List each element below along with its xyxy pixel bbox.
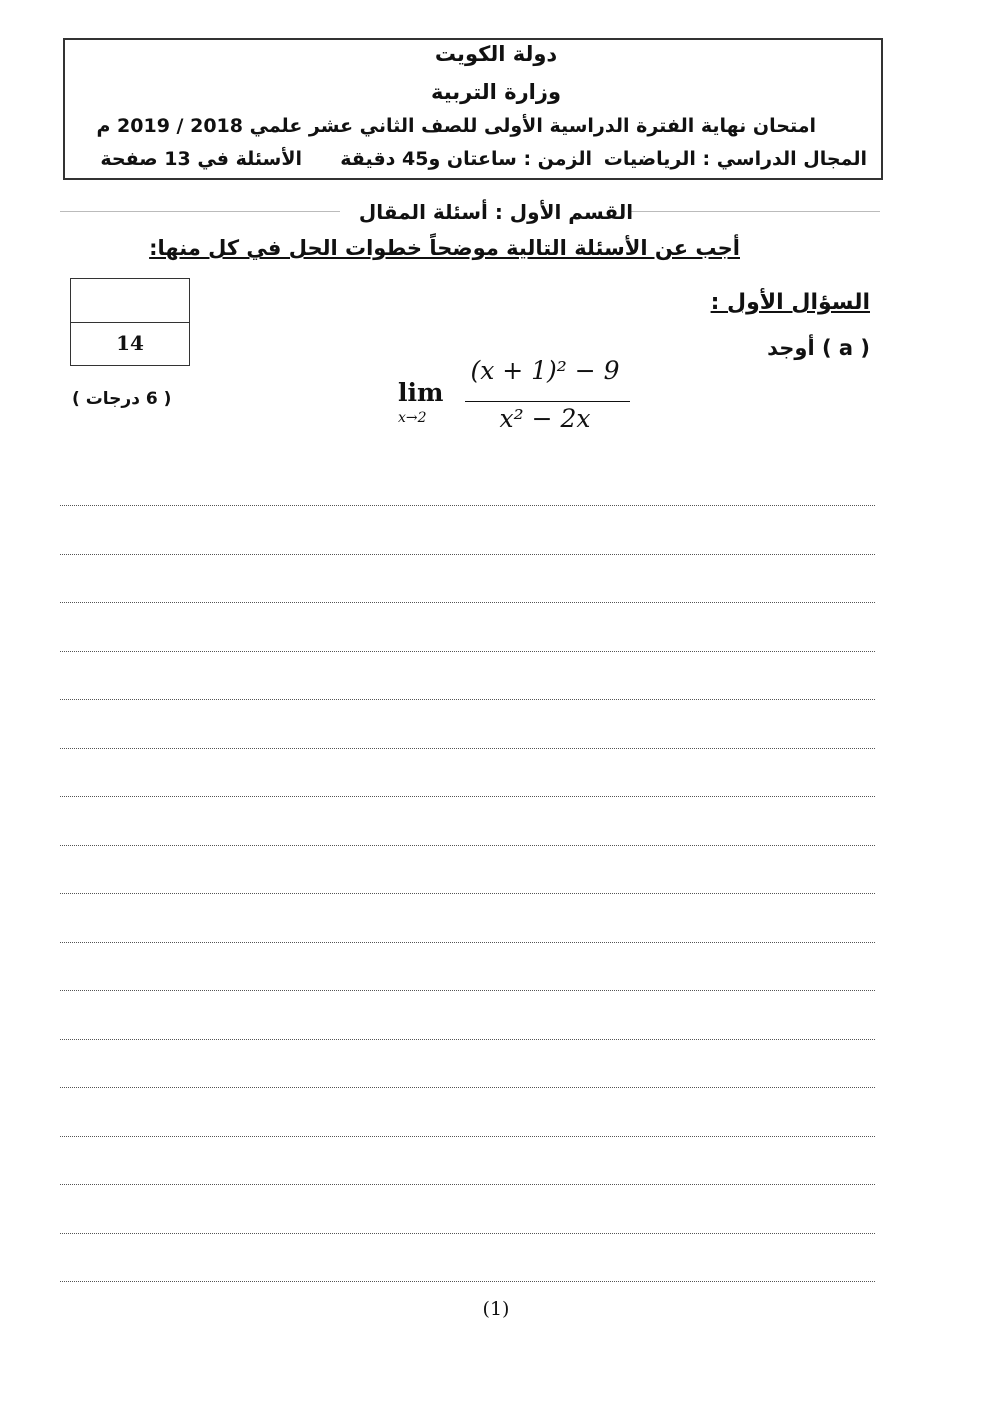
marks-label: ( 6 درجات ) — [72, 389, 172, 409]
answer-line[interactable] — [60, 796, 875, 797]
answer-line[interactable] — [60, 1136, 875, 1137]
answer-line[interactable] — [60, 602, 875, 603]
limit-operator: lim — [398, 378, 444, 407]
question-label: السؤال الأول : — [710, 290, 870, 315]
fraction-numerator: (x + 1)² − 9 — [470, 356, 620, 385]
score-box — [70, 278, 190, 366]
fraction-denominator: x² − 2x — [499, 404, 591, 433]
answer-line[interactable] — [60, 651, 875, 652]
answer-line[interactable] — [60, 1184, 875, 1185]
answer-line[interactable] — [60, 845, 875, 846]
answer-line[interactable] — [60, 1087, 875, 1088]
answer-line[interactable] — [60, 1233, 875, 1234]
answer-line[interactable] — [60, 990, 875, 991]
page-number: (1) — [482, 1298, 510, 1320]
exam-title: امتحان نهاية الفترة الدراسية الأولى للصف الثاني عشر علمي 2018 / 2019 م — [96, 115, 816, 137]
answer-line[interactable] — [60, 893, 875, 894]
score-box-value: 14 — [116, 331, 144, 355]
ministry-name: وزارة التربية — [430, 80, 562, 104]
answer-line[interactable] — [60, 699, 875, 700]
answer-line[interactable] — [60, 505, 875, 506]
page-count: الأسئلة في 13 صفحة — [100, 148, 302, 170]
answer-line[interactable] — [60, 1039, 875, 1040]
section-title: القسم الأول : أسئلة المقال — [358, 200, 634, 224]
answer-line[interactable] — [60, 748, 875, 749]
answer-line[interactable] — [60, 1281, 875, 1282]
answer-line[interactable] — [60, 554, 875, 555]
exam-time: الزمن : ساعتان و45 دقيقة — [340, 148, 592, 170]
subject-label: المجال الدراسي : الرياضيات — [603, 148, 867, 170]
answer-line[interactable] — [60, 942, 875, 943]
question-part: ( a ) أوجد — [767, 336, 870, 360]
limit-subscript: x→2 — [398, 410, 427, 426]
score-box-empty-cell — [71, 279, 189, 323]
section-instruction: أجب عن الأسئلة التالية موضحاً خطوات الحل في كل منها: — [149, 236, 740, 260]
fraction-bar — [465, 401, 630, 402]
country-name: دولة الكويت — [434, 42, 558, 66]
